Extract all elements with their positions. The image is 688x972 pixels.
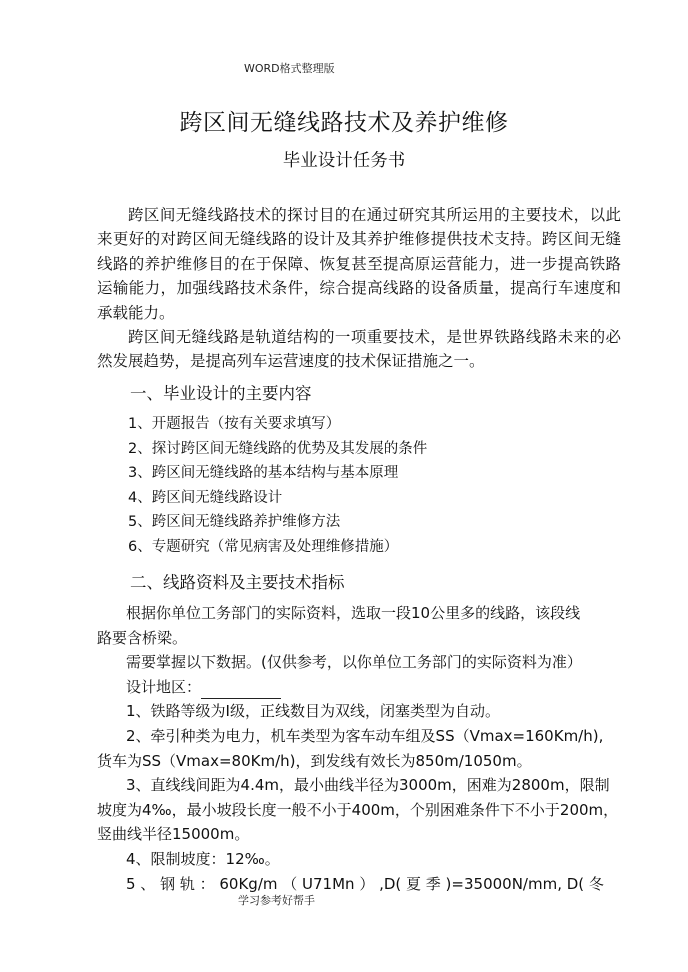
intro-paragraph-2: 跨区间无缝线路是轨道结构的一项重要技术，是世界铁路线路未来的必然发展趋势，是提高列车运营速度的技术保证措施之一。 xyxy=(97,328,621,371)
document-subtitle: 毕业设计任务书 xyxy=(282,151,406,171)
list-item: 2、探讨跨区间无缝线路的优势及其发展的条件 xyxy=(128,440,428,457)
body-line: 4、限制坡度：12‰。 xyxy=(126,849,280,868)
body-line: 需要掌握以下数据。(仅供参考，以你单位工务部门的实际资料为准） xyxy=(126,653,582,672)
body-line: 5 、 钢 轨 ： 60Kg/m （ U71Mn ） ,D( 夏 季 )=35000N/mm, D( 冬 xyxy=(126,874,604,893)
body-line: 坡度为4‰，最小坡段长度一般不小于400m，个别困难条件下不小于200m， xyxy=(97,800,619,819)
design-region-blank xyxy=(201,682,281,699)
body-line: 路要含桥梁。 xyxy=(97,628,188,647)
list-item: 3、跨区间无缝线路的基本结构与基本原理 xyxy=(128,465,399,482)
design-region-label: 设计地区： xyxy=(126,677,202,696)
list-item: 1、开题报告（按有关要求填写） xyxy=(128,416,341,432)
header-tag: WORD格式整理版 xyxy=(244,62,335,75)
footer-tag: 学习参考好帮手 xyxy=(238,894,315,907)
intro-block xyxy=(97,203,621,374)
intro-paragraph-1: 跨区间无缝线路技术的探讨目的在通过研究其所运用的主要技术，以此来更好的对跨区间无缝线路的设计及其养护维修提供技术支持。跨区间无缝线路的养护维修目的在于保障、恢复甚至提高原运营能力，进一步提高铁路运输能力，加强线路技术条件，综合提高线路的设备质量，提高行车速度和承载能力。 xyxy=(97,206,621,322)
body-line: 1、铁路等级为Ⅰ级，正线数目为双线，闭塞类型为自动。 xyxy=(126,702,500,721)
section-2-heading: 二、线路资料及主要技术指标 xyxy=(130,573,345,592)
section-1-list xyxy=(128,412,427,560)
body-line: 3、直线线间距为4.4m，最小曲线半径为3000m，困难为2800m，限制 xyxy=(126,776,610,795)
document-title: 跨区间无缝线路技术及养护维修 xyxy=(179,110,509,136)
list-item: 5、跨区间无缝线路养护维修方法 xyxy=(128,514,341,531)
body-line: 货车为SS（Vmax=80Km/h)，到发线有效长为850m/1050m。 xyxy=(97,751,532,770)
list-item: 4、跨区间无缝线路设计 xyxy=(128,489,283,506)
body-line: 竖曲线半径15000m。 xyxy=(97,825,250,844)
list-item: 6、专题研究（常见病害及处理维修措施） xyxy=(128,538,399,555)
design-region-line xyxy=(97,675,621,700)
body-line: 根据你单位工务部门的实际资料，选取一段10公里多的线路，该段线 xyxy=(126,604,581,622)
section-1-heading: 一、毕业设计的主要内容 xyxy=(130,384,312,403)
section-2-body xyxy=(97,601,621,896)
body-line: 2、牵引种类为电力，机车类型为客车动车组及SS（Vmax=160Km/h), xyxy=(126,726,604,745)
